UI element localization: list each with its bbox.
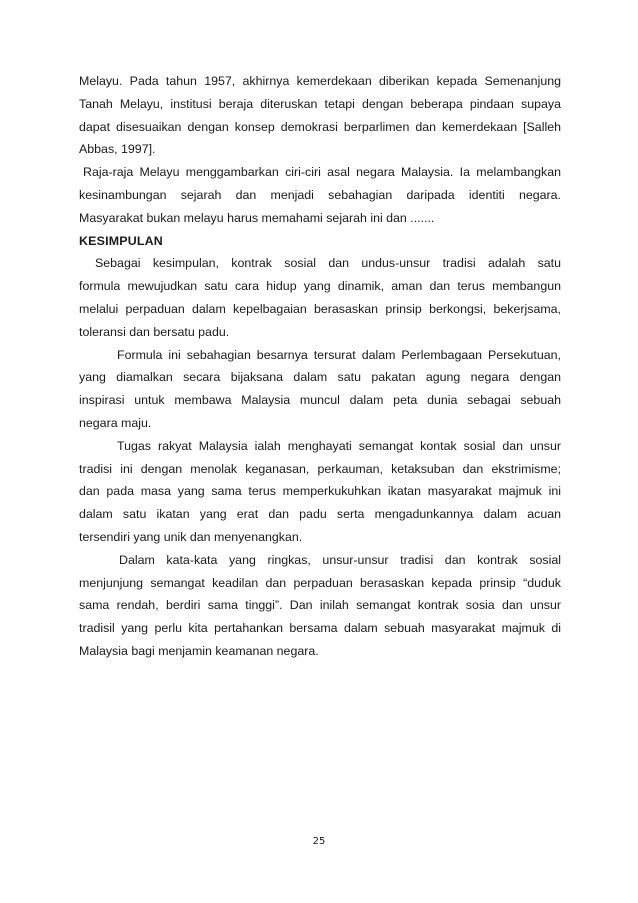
text-line: formula mewujudkan satu cara hidup yang dinamik, aman dan terus membangun (79, 279, 561, 294)
text-line: menjunjung semangat keadilan dan perpaduan berasaskan kepada prinsip “duduk (79, 575, 561, 590)
text-line: Dalam kata-kata yang ringkas, unsur-unsur tradisi dan kontrak sosial (119, 552, 561, 567)
text-line: Tanah Melayu, institusi beraja diteruskan tetapi dengan beberapa pindaan supaya (79, 96, 561, 111)
text-line: kesinambungan sejarah dan menjadi sebahagian daripada identiti negara. (79, 187, 561, 202)
text-line: Malaysia bagi menjamin keamanan negara. (79, 643, 319, 658)
text-line: dalam satu ikatan yang erat dan padu serta mengadunkannya dalam acuan (79, 507, 561, 522)
text-line: negara maju. (79, 415, 152, 430)
text-line: tradisil yang perlu kita pertahankan bersama dalam sebuah masyarakat majmuk di (79, 621, 561, 636)
text-line: yang diamalkan secara bijaksana dalam satu pakatan agung negara dengan (79, 370, 561, 385)
text-line: dapat disesuaikan dengan konsep demokrasi berparlimen dan kemerdekaan [Salleh (79, 119, 561, 134)
body-text (79, 70, 561, 663)
text-line: dan pada masa yang sama terus memperkukuhkan ikatan masyarakat majmuk ini (79, 484, 561, 499)
section-heading: KESIMPULAN (79, 233, 163, 248)
page-number: 25 (312, 836, 326, 847)
text-line: Sebagai kesimpulan, kontrak sosial dan undus-unsur tradisi adalah satu (95, 256, 561, 271)
text-line: Melayu. Pada tahun 1957, akhirnya kemerdekaan diberikan kepada Semenanjung (79, 74, 561, 88)
text-line: Masyarakat bukan melayu harus memahami sejarah ini dan ....... (79, 210, 435, 225)
text-line: melalui perpaduan dalam kepelbagaian berasaskan prinsip berkongsi, bekerjsama, (79, 301, 561, 316)
text-line: tradisi ini dengan menolak keganasan, perkauman, ketaksuban dan ekstrimisme; (79, 461, 561, 476)
text-line: Formula ini sebahagian besarnya tersurat dalam Perlembagaan Persekutuan, (117, 347, 561, 362)
text-line: inspirasi untuk membawa Malaysia muncul dalam peta dunia sebagai sebuah (79, 393, 561, 408)
text-line: Raja-raja Melayu menggambarkan ciri-ciri asal negara Malaysia. Ia melambangkan (83, 165, 561, 180)
text-line: toleransi dan bersatu padu. (79, 324, 230, 339)
text-line: Abbas, 1997]. (79, 142, 156, 157)
text-line: sama rendah, berdiri sama tinggi”. Dan inilah semangat kontrak sosia dan unsur (79, 598, 561, 613)
text-line: Tugas rakyat Malaysia ialah menghayati semangat kontak sosial dan unsur (117, 438, 561, 453)
text-line: tersendiri yang unik dan menyenangkan. (79, 529, 303, 544)
